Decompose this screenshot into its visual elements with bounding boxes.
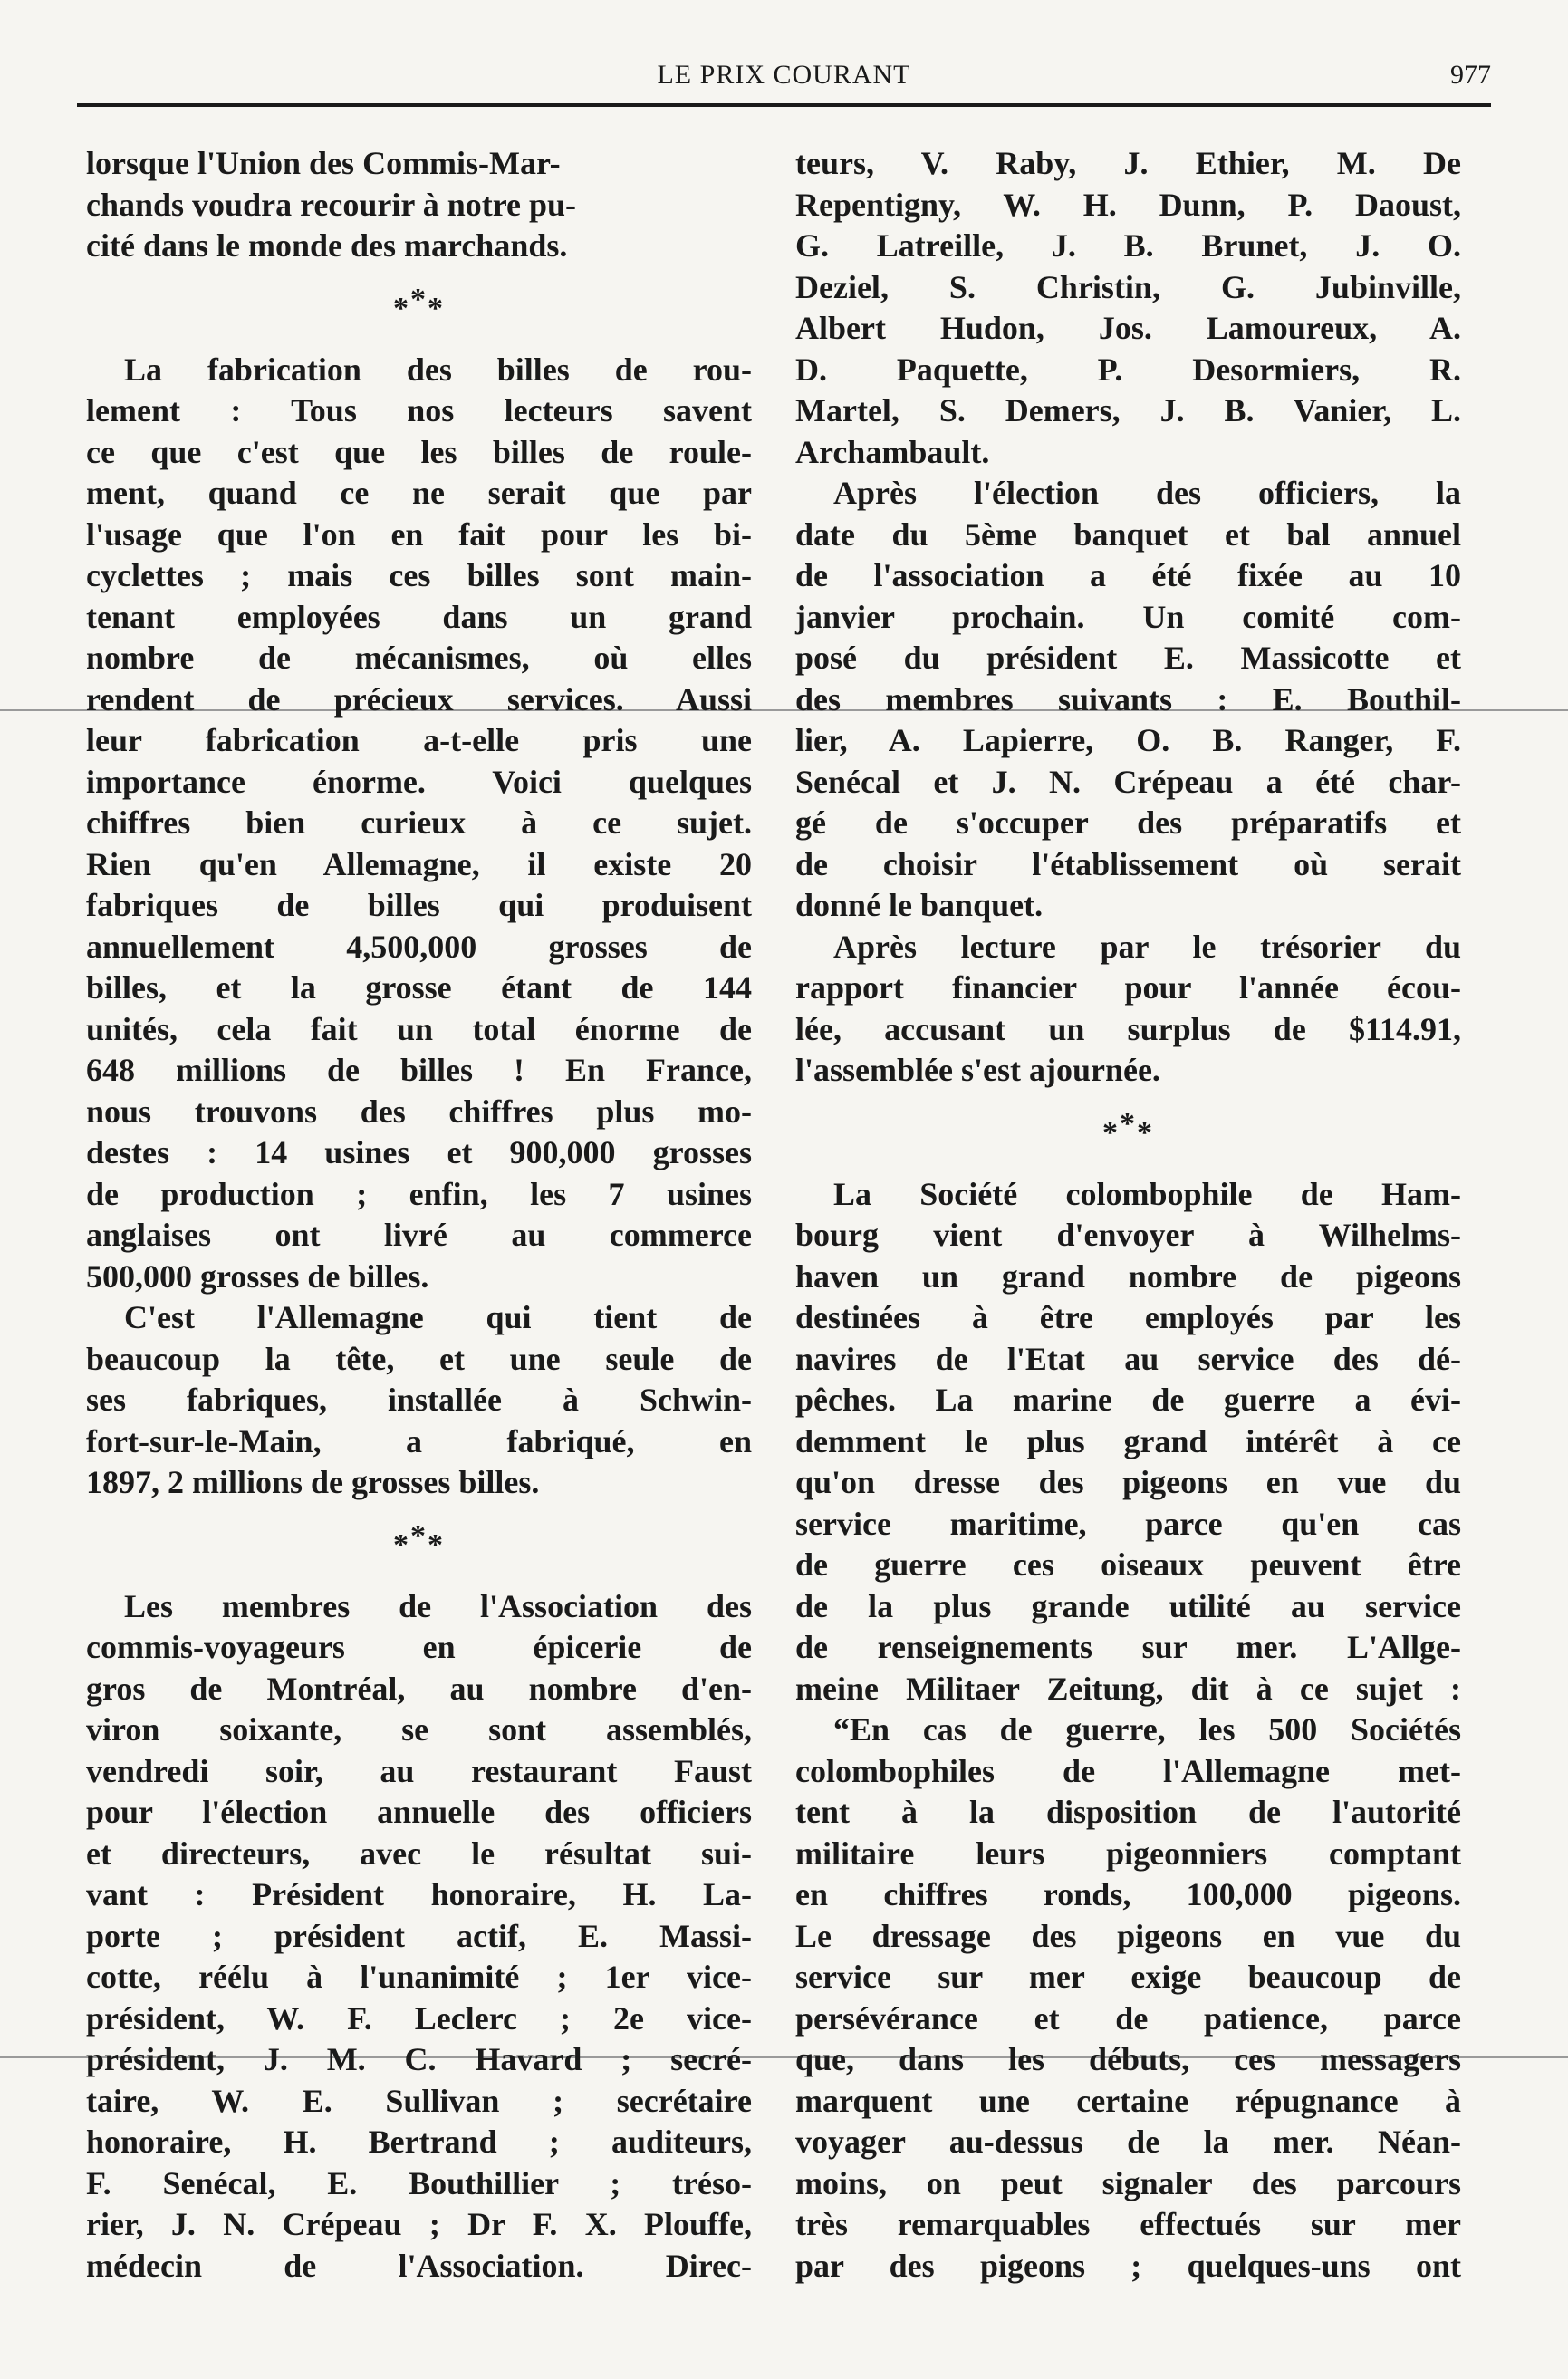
- text-line: Rien qu'en Allemagne, il existe 20: [86, 845, 752, 882]
- text-line: 500,000 grosses de billes.: [86, 1257, 429, 1295]
- text-line: demment le plus grand intérêt à ce: [795, 1422, 1461, 1459]
- text-line: vant : Président honoraire, H. La-: [86, 1876, 752, 1912]
- text-line: persévérance et de patience, parce: [795, 1999, 1461, 2037]
- text-line: date du 5ème banquet et bal annuel: [795, 515, 1461, 553]
- text-line: de la plus grande utilité au service: [795, 1587, 1461, 1624]
- text-line: de choisir l'établissement où serait: [795, 845, 1461, 882]
- text-line: lée, accusant un surplus de $114.91,: [795, 1010, 1461, 1047]
- text-line: nombre de mécanismes, où elles: [86, 640, 752, 676]
- text-line: La fabrication des billes de rou-: [124, 351, 752, 388]
- text-line: rier, J. N. Crépeau ; Dr F. X. Plouffe,: [86, 2206, 752, 2242]
- page-header: [77, 56, 1491, 107]
- text-line: colombophiles de l'Allemagne met-: [795, 1752, 1461, 1789]
- text-line: “En cas de guerre, les 500 Sociétés: [833, 1711, 1461, 1748]
- text-line: cyclettes ; mais ces billes sont main-: [86, 557, 752, 593]
- text-line: teurs, V. Raby, J. Ethier, M. De: [795, 145, 1461, 181]
- text-line: importance énorme. Voici quelques: [86, 763, 752, 800]
- text-line: billes, et la grosse étant de 144: [86, 969, 752, 1006]
- text-line: unités, cela fait un total énorme de: [86, 1010, 752, 1047]
- text-line: lorsque l'Union des Commis-Mar-: [86, 145, 561, 181]
- right-column: [795, 143, 1461, 2287]
- text-line: militaire leurs pigeonniers comptant: [795, 1835, 1461, 1872]
- text-line: fabriques de billes qui produisent: [86, 887, 752, 923]
- text-line: marquent une certaine répugnance à: [795, 2082, 1461, 2119]
- text-line: G. Latreille, J. B. Brunet, J. O.: [795, 227, 1461, 264]
- text-line: service maritime, parce qu'en cas: [795, 1505, 1461, 1542]
- text-line: nous trouvons des chiffres plus mo-: [86, 1093, 752, 1130]
- left-column: [86, 143, 752, 2287]
- text-line: vendredi soir, au restaurant Faust: [86, 1752, 752, 1789]
- text-line: ment, quand ce ne serait que par: [86, 475, 752, 511]
- text-line: gros de Montréal, au nombre d'en-: [86, 1670, 752, 1707]
- text-line: viron soixante, se sont assemblés,: [86, 1711, 752, 1748]
- text-line: Les membres de l'Association des: [124, 1587, 752, 1624]
- text-line: qu'on dresse des pigeons en vue du: [795, 1464, 1461, 1500]
- section-separator: ***: [393, 1518, 445, 1562]
- text-line: rendent de précieux services. Aussi: [86, 680, 752, 718]
- text-line: lier, A. Lapierre, O. B. Ranger, F.: [795, 722, 1461, 758]
- text-line: voyager au-dessus de la mer. Néan-: [795, 2124, 1461, 2160]
- text-line: l'assemblée s'est ajournée.: [795, 1052, 1160, 1088]
- text-line: service sur mer exige beaucoup de: [795, 1959, 1461, 1995]
- text-line: destinées à être employés par les: [795, 1299, 1461, 1335]
- text-line: destes : 14 usines et 900,000 grosses: [86, 1134, 752, 1170]
- text-line: très remarquables effectués sur mer: [795, 2206, 1461, 2242]
- text-line: chiffres bien curieux à ce sujet.: [86, 804, 752, 841]
- text-line: de production ; enfin, les 7 usines: [86, 1175, 752, 1212]
- text-line: commis-voyageurs en épicerie de: [86, 1629, 752, 1665]
- text-line: Après l'élection des officiers, la: [833, 475, 1461, 511]
- text-line: cité dans le monde des marchands.: [86, 227, 568, 264]
- text-line: Archambault.: [795, 433, 990, 470]
- text-line: de renseignements sur mer. L'Allge-: [795, 1629, 1461, 1665]
- text-line: D. Paquette, P. Desormiers, R.: [795, 351, 1461, 388]
- text-line: Après lecture par le trésorier du: [833, 928, 1461, 965]
- text-line: président, J. M. C. Havard ; secré-: [86, 2041, 752, 2077]
- text-line: tenant employées dans un grand: [86, 598, 752, 635]
- text-line: Repentigny, W. H. Dunn, P. Daoust,: [795, 186, 1461, 223]
- section-separator: ***: [393, 282, 445, 325]
- text-line: bourg vient d'envoyer à Wilhelms-: [795, 1217, 1461, 1253]
- text-line: F. Senécal, E. Bouthillier ; tréso-: [86, 2164, 752, 2201]
- text-line: porte ; président actif, E. Massi-: [86, 1917, 752, 1954]
- text-line: anglaises ont livré au commerce: [86, 1217, 752, 1253]
- text-line: en chiffres ronds, 100,000 pigeons.: [795, 1876, 1461, 1912]
- text-line: Senécal et J. N. Crépeau a été char-: [795, 763, 1461, 800]
- text-line: Martel, S. Demers, J. B. Vanier, L.: [795, 392, 1461, 429]
- text-line: président, W. F. Leclerc ; 2e vice-: [86, 1999, 752, 2037]
- text-line: honoraire, H. Bertrand ; auditeurs,: [86, 2124, 752, 2160]
- text-line: haven un grand nombre de pigeons: [795, 1257, 1461, 1295]
- text-line: de l'association a été fixée au 10: [795, 557, 1461, 593]
- text-line: taire, W. E. Sullivan ; secrétaire: [86, 2082, 752, 2119]
- running-title: LE PRIX COURANT: [657, 60, 911, 90]
- text-line: 1897, 2 millions de grosses billes.: [86, 1464, 540, 1500]
- text-line: lement : Tous nos lecteurs savent: [86, 392, 752, 429]
- text-line: leur fabrication a-t-elle pris une: [86, 722, 752, 758]
- section-separator: ***: [1102, 1106, 1154, 1150]
- text-line: C'est l'Allemagne qui tient de: [124, 1299, 752, 1335]
- text-line: fort-sur-le-Main, a fabriqué, en: [86, 1422, 752, 1459]
- text-line: que, dans les débuts, ces messagers: [795, 2041, 1461, 2077]
- text-line: médecin de l'Association. Direc-: [86, 2247, 752, 2284]
- text-line: 648 millions de billes ! En France,: [86, 1052, 752, 1088]
- text-line: chands voudra recourir à notre pu-: [86, 186, 577, 223]
- text-line: pour l'élection annuelle des officiers: [86, 1794, 752, 1830]
- text-line: ce que c'est que les billes de roule-: [86, 433, 752, 470]
- text-line: et directeurs, avec le résultat sui-: [86, 1835, 752, 1872]
- text-line: meine Militaer Zeitung, dit à ce sujet :: [795, 1670, 1461, 1707]
- text-line: navires de l'Etat au service des dé-: [795, 1340, 1461, 1377]
- text-line: des membres suivants : E. Bouthil-: [795, 680, 1461, 718]
- text-line: donné le banquet.: [795, 887, 1044, 923]
- text-line: pêches. La marine de guerre a évi-: [795, 1382, 1461, 1418]
- text-line: Le dressage des pigeons en vue du: [795, 1917, 1461, 1954]
- text-line: rapport financier pour l'année écou-: [795, 969, 1461, 1006]
- text-line: de guerre ces oiseaux peuvent être: [795, 1546, 1461, 1583]
- text-line: l'usage que l'on en fait pour les bi-: [86, 515, 752, 553]
- text-line: Deziel, S. Christin, G. Jubinville,: [795, 268, 1461, 305]
- text-line: gé de s'occuper des préparatifs et: [795, 804, 1461, 841]
- page-number: 977: [1450, 60, 1491, 90]
- text-line: janvier prochain. Un comité com-: [795, 598, 1461, 635]
- text-line: moins, on peut signaler des parcours: [795, 2164, 1461, 2201]
- text-line: ses fabriques, installée à Schwin-: [86, 1382, 752, 1418]
- text-line: beaucoup la tête, et une seule de: [86, 1340, 752, 1377]
- text-line: Albert Hudon, Jos. Lamoureux, A.: [795, 310, 1461, 346]
- text-line: cotte, réélu à l'unanimité ; 1er vice-: [86, 1959, 752, 1995]
- text-line: La Société colombophile de Ham-: [833, 1175, 1461, 1212]
- text-line: tent à la disposition de l'autorité: [795, 1794, 1461, 1830]
- text-line: par des pigeons ; quelques-uns ont: [795, 2247, 1461, 2284]
- text-line: annuellement 4,500,000 grosses de: [86, 928, 752, 965]
- text-line: posé du président E. Massicotte et: [795, 640, 1461, 676]
